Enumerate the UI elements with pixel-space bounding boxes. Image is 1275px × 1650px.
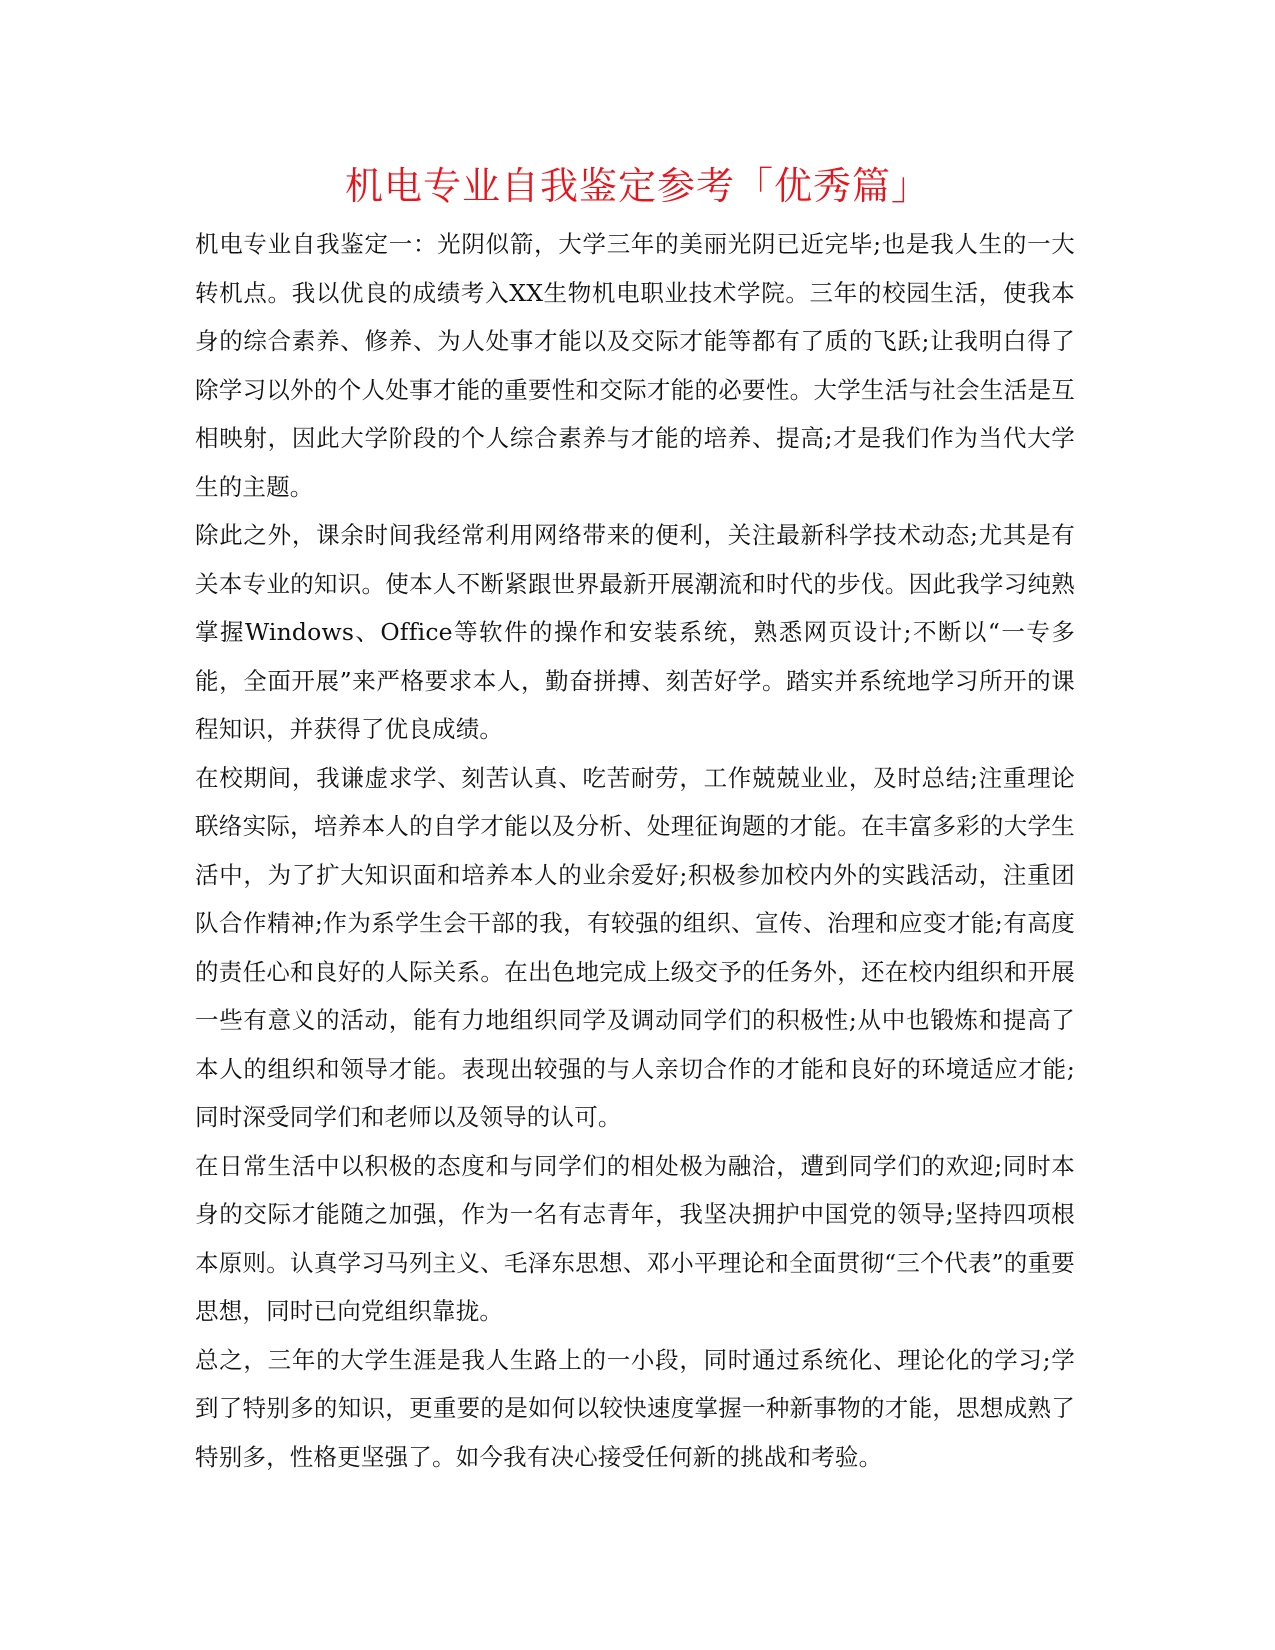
paragraph-1: 机电专业自我鉴定一：光阴似箭，大学三年的美丽光阴已近完毕;也是我人生的一大转机点。我以优良的成绩考入XX生物机电职业技术学院。三年的校园生活，使我本身的综合素养、修养、为人处事才能以及交际才能等都有了质的飞跃;让我明白得了除学习以外的个人处事才能的重要性和交际才能的必要性。大学生活与社会生活是互相映射，因此大学阶段的个人综合素养与才能的培养、提高;才是我们作为当代大学生的主题。 [195,230,1075,501]
document-title: 机电专业自我鉴定参考「优秀篇」 [344,164,930,208]
paragraph-5: 总之，三年的大学生涯是我人生路上的一小段，同时通过系统化、理论化的学习;学到了特别多的知识，更重要的是如何以较快速度掌握一种新事物的才能，思想成熟了特别多，性格更坚强了。如今我有决心接受任何新的挑战和考验。 [195,1345,1075,1471]
paragraph-2: 除此之外，课余时间我经常利用网络带来的便利，关注最新科学技术动态;尤其是有关本专业的知识。使本人不断紧跟世界最新开展潮流和时代的步伐。因此我学习纯熟掌握Windows、Office等软件的操作和安装系统，熟悉网页设计;不断以“一专多能，全面开展”来严格要求本人，勤奋拼搏、刻苦好学。踏实并系统地学习所开的课程知识，并获得了优良成绩。 [195,521,1075,743]
document-body [195,220,1075,1481]
paragraph-4: 在日常生活中以积极的态度和与同学们的相处极为融洽，遭到同学们的欢迎;同时本身的交际才能随之加强，作为一名有志青年，我坚决拥护中国党的领导;坚持四项根本原则。认真学习马列主义、毛泽东思想、邓小平理论和全面贯彻“三个代表”的重要思想，同时已向党组织靠拢。 [195,1151,1075,1325]
paragraph-3: 在校期间，我谦虚求学、刻苦认真、吃苦耐劳，工作兢兢业业，及时总结;注重理论联络实际，培养本人的自学才能以及分析、处理征询题的才能。在丰富多彩的大学生活中，为了扩大知识面和培养本人的业余爱好;积极参加校内外的实践活动，注重团队合作精神;作为系学生会干部的我，有较强的组织、宣传、治理和应变才能;有高度的责任心和良好的人际关系。在出色地完成上级交予的任务外，还在校内组织和开展一些有意义的活动，能有力地组织同学及调动同学们的积极性;从中也锻炼和提高了本人的组织和领导才能。表现出较强的与人亲切合作的才能和良好的环境适应才能;同时深受同学们和老师以及领导的认可。 [195,763,1075,1131]
